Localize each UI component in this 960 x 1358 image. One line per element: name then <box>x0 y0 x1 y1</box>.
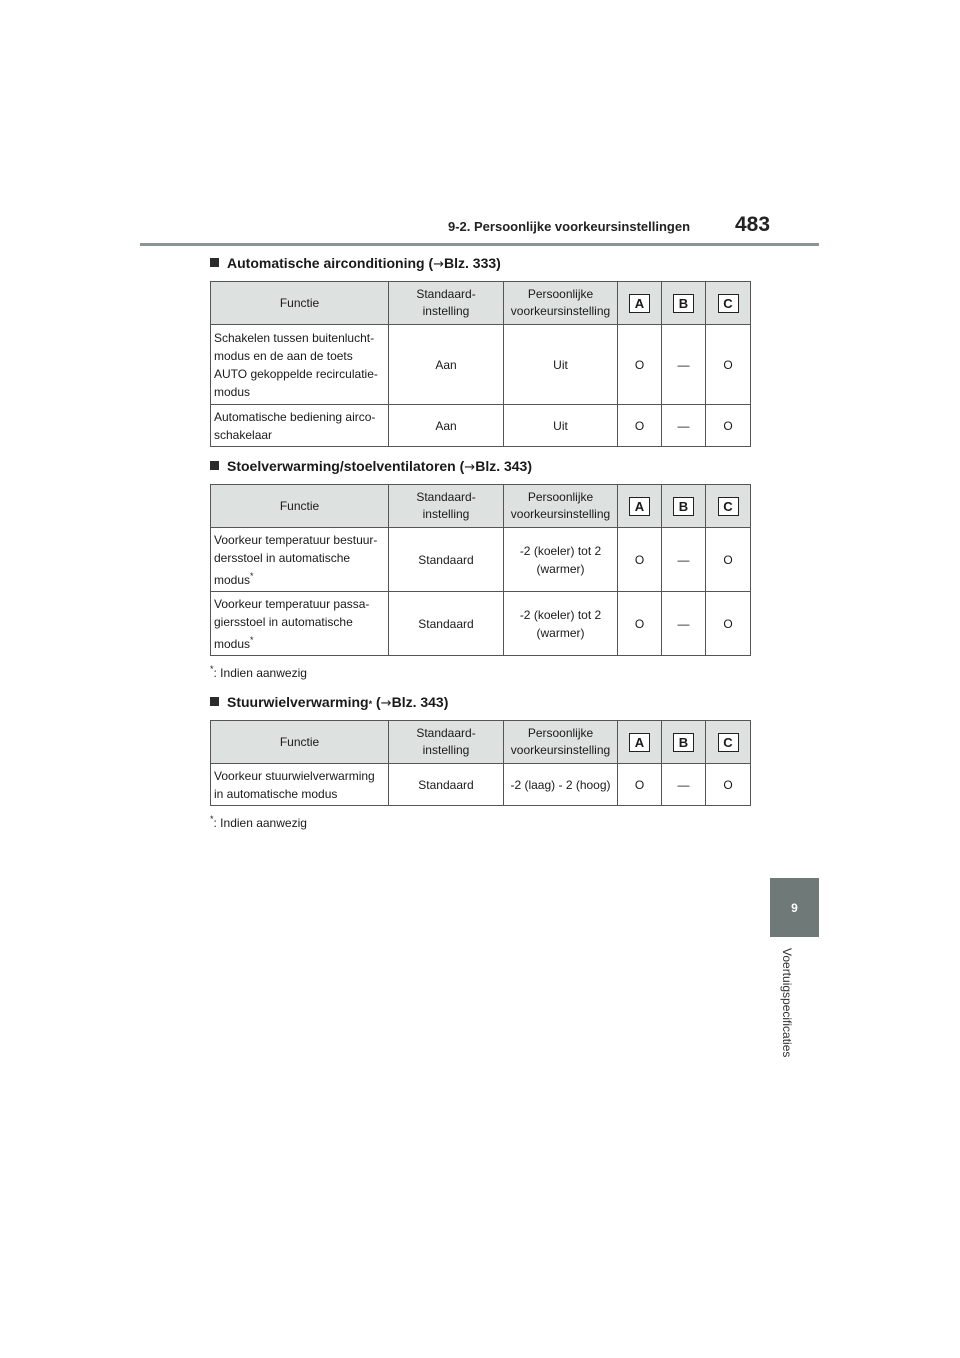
cell-a: O <box>618 528 662 592</box>
cell-b: — <box>662 325 706 405</box>
section-title: 9-2. Persoonlijke voorkeursinstellingen <box>448 219 691 234</box>
cell-a: O <box>618 325 662 405</box>
cell-c: O <box>706 764 751 806</box>
col-header-b: B <box>662 485 706 528</box>
chapter-tab <box>770 878 819 937</box>
settings-table <box>210 720 751 806</box>
cell-b: — <box>662 405 706 447</box>
col-header-default: Standaard- instelling <box>389 485 504 528</box>
footnote-star: * <box>250 634 254 645</box>
arrow-right-icon: → <box>464 460 476 475</box>
bullet-square-icon <box>210 258 219 267</box>
col-header-c: C <box>706 282 751 325</box>
cell-function: Voorkeur temperatuur bestuur- dersstoel in automatische modus* <box>211 528 389 592</box>
table-header-row <box>211 485 751 528</box>
footnote: *: Indien aanwezig <box>210 664 307 680</box>
cell-function: Automatische bediening airco- schakelaar <box>211 405 389 447</box>
cell-custom: -2 (laag) - 2 (hoog) <box>504 764 618 806</box>
table-header-row <box>211 282 751 325</box>
bullet-square-icon <box>210 461 219 470</box>
col-header-custom: Persoonlijke voorkeursinstelling <box>504 721 618 764</box>
section-heading <box>210 458 750 475</box>
col-header-a: A <box>618 282 662 325</box>
col-header-function: Functie <box>211 282 389 325</box>
col-header-a: A <box>618 721 662 764</box>
cell-custom: Uit <box>504 405 618 447</box>
cell-default: Aan <box>389 405 504 447</box>
section-heading <box>210 255 750 272</box>
cell-default: Standaard <box>389 528 504 592</box>
section-heading: Stuurwielverwarming * ( → Blz. 343) <box>210 694 750 711</box>
heading-text: Stoelverwarming/stoelventilatoren ( <box>227 458 465 474</box>
cell-b: — <box>662 592 706 656</box>
arrow-right-icon: → <box>433 257 445 272</box>
col-header-c: C <box>706 485 751 528</box>
footnote-star: * <box>250 570 254 581</box>
page-ref: Blz. 343) <box>475 458 533 474</box>
table-row <box>211 528 751 592</box>
cell-a: O <box>618 592 662 656</box>
col-header-function: Functie <box>211 485 389 528</box>
cell-default: Aan <box>389 325 504 405</box>
page-ref: Blz. 343) <box>391 694 449 710</box>
bullet-square-icon <box>210 697 219 706</box>
footnote-star: * <box>368 699 373 709</box>
heading-text: Automatische airconditioning ( <box>227 255 434 271</box>
cell-a: O <box>618 764 662 806</box>
cell-function: Voorkeur temperatuur passa- giersstoel in automatische modus* <box>211 592 389 656</box>
cell-b: — <box>662 528 706 592</box>
arrow-right-icon: → <box>380 696 392 711</box>
cell-a: O <box>618 405 662 447</box>
cell-b: — <box>662 764 706 806</box>
chapter-number: 9 <box>791 900 798 915</box>
cell-custom: -2 (koeler) tot 2 (warmer) <box>504 528 618 592</box>
cell-c: O <box>706 528 751 592</box>
col-header-a: A <box>618 485 662 528</box>
col-header-c: C <box>706 721 751 764</box>
cell-c: O <box>706 405 751 447</box>
cell-custom: -2 (koeler) tot 2 (warmer) <box>504 592 618 656</box>
footnote: *: Indien aanwezig <box>210 814 307 830</box>
col-header-b: B <box>662 282 706 325</box>
section-steering-wheel-heating <box>210 694 750 830</box>
cell-function: Schakelen tussen buitenlucht- modus en de aan de toets AUTO gekoppelde recirculatie- modus <box>211 325 389 405</box>
col-header-default: Standaard- instelling <box>389 721 504 764</box>
section-airconditioning <box>210 255 750 447</box>
cell-default: Standaard <box>389 592 504 656</box>
table-row <box>211 325 751 405</box>
settings-table <box>210 484 751 656</box>
page-ref: Blz. 333) <box>444 255 501 271</box>
table-row <box>211 592 751 656</box>
cell-c: O <box>706 325 751 405</box>
chapter-label: Voertuigspecificaties <box>780 948 794 1058</box>
table-row <box>211 764 751 806</box>
cell-function: Voorkeur stuurwielverwarming in automatische modus <box>211 764 389 806</box>
header-divider <box>140 243 819 246</box>
col-header-function: Functie <box>211 721 389 764</box>
col-header-custom: Persoonlijke voorkeursinstelling <box>504 485 618 528</box>
section-seat-heating <box>210 458 750 680</box>
heading-text: Stuurwielverwarming <box>227 694 369 710</box>
table-header-row <box>211 721 751 764</box>
table-row <box>211 405 751 447</box>
cell-custom: Uit <box>504 325 618 405</box>
cell-default: Standaard <box>389 764 504 806</box>
col-header-default: Standaard- instelling <box>389 282 504 325</box>
page-number: 483 <box>735 213 771 236</box>
cell-c: O <box>706 592 751 656</box>
col-header-custom: Persoonlijke voorkeursinstelling <box>504 282 618 325</box>
settings-table <box>210 281 751 447</box>
col-header-b: B <box>662 721 706 764</box>
